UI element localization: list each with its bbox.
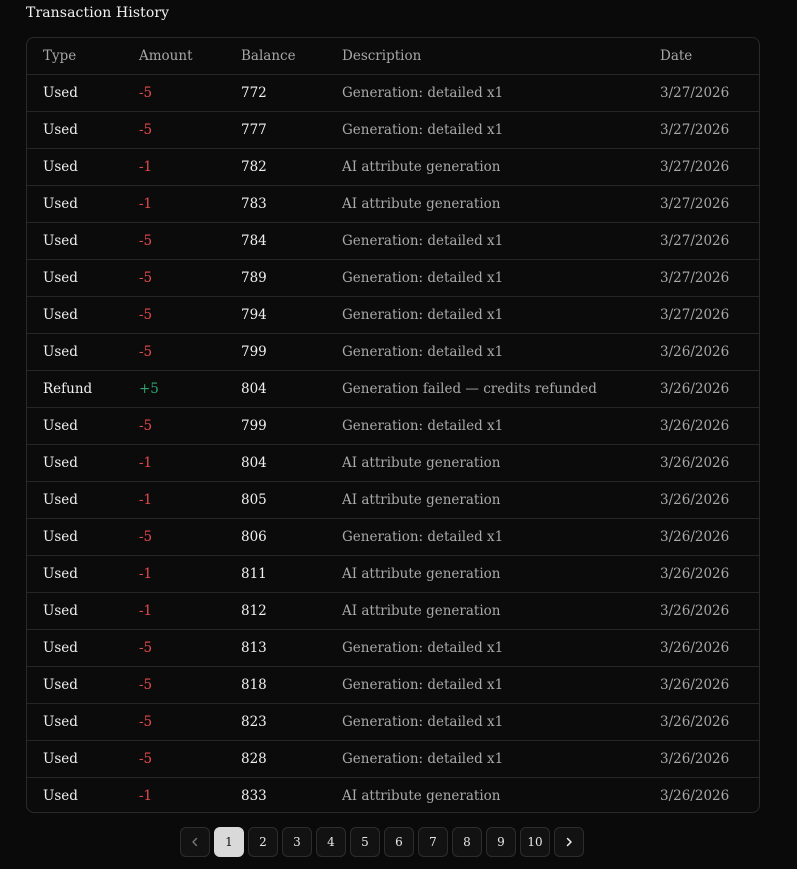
page-button-4[interactable]: 4: [316, 827, 346, 857]
cell-balance: 806: [241, 529, 267, 545]
table-row: [27, 667, 759, 704]
table-row: [27, 223, 759, 260]
cell-balance: 794: [241, 307, 267, 323]
table-row: [27, 297, 759, 334]
column-header-date: Date: [660, 48, 693, 64]
cell-balance: 777: [241, 122, 267, 138]
page-button-7[interactable]: 7: [418, 827, 448, 857]
cell-balance: 804: [241, 381, 267, 397]
cell-date: 3/26/2026: [660, 566, 730, 582]
table-row: [27, 704, 759, 741]
cell-balance: 812: [241, 603, 267, 619]
cell-description: Generation: detailed x1: [342, 85, 504, 101]
cell-type: Used: [43, 788, 78, 804]
cell-type: Used: [43, 751, 78, 767]
cell-type: Refund: [43, 381, 93, 397]
table-row: [27, 334, 759, 371]
cell-balance: 799: [241, 344, 267, 360]
cell-description: Generation: detailed x1: [342, 529, 504, 545]
chevron-right-icon: [564, 837, 574, 847]
cell-description: Generation: detailed x1: [342, 714, 504, 730]
cell-date: 3/26/2026: [660, 603, 730, 619]
page-button-5[interactable]: 5: [350, 827, 380, 857]
cell-amount: -5: [139, 233, 153, 249]
cell-amount: -5: [139, 270, 153, 286]
cell-date: 3/26/2026: [660, 788, 730, 804]
table-row: [27, 741, 759, 778]
cell-amount: -5: [139, 677, 153, 693]
cell-balance: 804: [241, 455, 267, 471]
cell-type: Used: [43, 640, 78, 656]
cell-date: 3/27/2026: [660, 122, 730, 138]
cell-date: 3/26/2026: [660, 529, 730, 545]
cell-description: Generation: detailed x1: [342, 640, 504, 656]
cell-type: Used: [43, 344, 78, 360]
cell-type: Used: [43, 566, 78, 582]
cell-balance: 782: [241, 159, 267, 175]
cell-date: 3/27/2026: [660, 85, 730, 101]
cell-amount: -1: [139, 788, 153, 804]
cell-amount: -5: [139, 307, 153, 323]
cell-balance: 772: [241, 85, 267, 101]
cell-date: 3/27/2026: [660, 233, 730, 249]
cell-date: 3/26/2026: [660, 492, 730, 508]
cell-amount: -1: [139, 492, 153, 508]
page-button-9[interactable]: 9: [486, 827, 516, 857]
cell-description: Generation: detailed x1: [342, 344, 504, 360]
cell-type: Used: [43, 455, 78, 471]
cell-balance: 784: [241, 233, 267, 249]
cell-balance: 789: [241, 270, 267, 286]
table-body: [27, 75, 759, 813]
cell-type: Used: [43, 418, 78, 434]
column-header-description: Description: [342, 48, 422, 64]
cell-type: Used: [43, 159, 78, 175]
cell-date: 3/27/2026: [660, 196, 730, 212]
cell-description: AI attribute generation: [342, 492, 501, 508]
page-button-2[interactable]: 2: [248, 827, 278, 857]
page-title: Transaction History: [26, 5, 170, 21]
table-row: [27, 371, 759, 408]
cell-date: 3/27/2026: [660, 159, 730, 175]
cell-type: Used: [43, 85, 78, 101]
table-row: [27, 445, 759, 482]
table-row: [27, 593, 759, 630]
cell-amount: -1: [139, 455, 153, 471]
table-row: [27, 75, 759, 112]
table-row: [27, 556, 759, 593]
cell-amount: -5: [139, 529, 153, 545]
cell-type: Used: [43, 603, 78, 619]
cell-amount: -5: [139, 751, 153, 767]
cell-description: Generation: detailed x1: [342, 233, 504, 249]
cell-amount: -5: [139, 85, 153, 101]
cell-description: AI attribute generation: [342, 196, 501, 212]
column-header-balance: Balance: [241, 48, 296, 64]
cell-amount: +5: [139, 381, 159, 397]
cell-description: AI attribute generation: [342, 455, 501, 471]
chevron-left-icon: [190, 837, 200, 847]
cell-type: Used: [43, 233, 78, 249]
cell-balance: 811: [241, 566, 267, 582]
cell-type: Used: [43, 714, 78, 730]
page-button-8[interactable]: 8: [452, 827, 482, 857]
column-header-amount: Amount: [139, 48, 193, 64]
cell-description: Generation: detailed x1: [342, 751, 504, 767]
cell-type: Used: [43, 529, 78, 545]
cell-amount: -5: [139, 418, 153, 434]
table-row: [27, 186, 759, 223]
cell-type: Used: [43, 122, 78, 138]
previous-page-button[interactable]: [180, 827, 210, 857]
cell-description: Generation: detailed x1: [342, 418, 504, 434]
cell-date: 3/26/2026: [660, 714, 730, 730]
table-row: [27, 778, 759, 813]
pagination: [180, 827, 584, 859]
cell-date: 3/26/2026: [660, 640, 730, 656]
cell-amount: -1: [139, 196, 153, 212]
cell-type: Used: [43, 270, 78, 286]
cell-type: Used: [43, 492, 78, 508]
cell-amount: -1: [139, 603, 153, 619]
cell-balance: 828: [241, 751, 267, 767]
cell-balance: 823: [241, 714, 267, 730]
cell-date: 3/26/2026: [660, 751, 730, 767]
cell-date: 3/26/2026: [660, 455, 730, 471]
cell-description: Generation: detailed x1: [342, 677, 504, 693]
cell-description: Generation failed — credits refunded: [342, 381, 597, 397]
table-row: [27, 630, 759, 667]
transaction-table: [26, 37, 760, 813]
column-header-type: Type: [43, 48, 77, 64]
table-row: [27, 482, 759, 519]
cell-description: Generation: detailed x1: [342, 307, 504, 323]
cell-balance: 813: [241, 640, 267, 656]
cell-amount: -5: [139, 344, 153, 360]
table-row: [27, 519, 759, 556]
table-row: [27, 112, 759, 149]
cell-description: AI attribute generation: [342, 159, 501, 175]
cell-balance: 783: [241, 196, 267, 212]
cell-type: Used: [43, 677, 78, 693]
cell-balance: 805: [241, 492, 267, 508]
page-number-list: [214, 827, 550, 859]
cell-description: AI attribute generation: [342, 603, 501, 619]
page-button-10[interactable]: 10: [520, 827, 550, 857]
table-row: [27, 149, 759, 186]
table-header-row: [27, 38, 759, 75]
table-row: [27, 260, 759, 297]
cell-amount: -5: [139, 714, 153, 730]
cell-amount: -5: [139, 122, 153, 138]
cell-balance: 799: [241, 418, 267, 434]
cell-description: Generation: detailed x1: [342, 122, 504, 138]
cell-amount: -1: [139, 159, 153, 175]
cell-date: 3/26/2026: [660, 381, 730, 397]
cell-balance: 833: [241, 788, 267, 804]
cell-date: 3/26/2026: [660, 677, 730, 693]
cell-amount: -5: [139, 640, 153, 656]
page-button-6[interactable]: 6: [384, 827, 414, 857]
cell-type: Used: [43, 196, 78, 212]
next-page-button[interactable]: [554, 827, 584, 857]
cell-date: 3/27/2026: [660, 270, 730, 286]
cell-date: 3/26/2026: [660, 344, 730, 360]
cell-amount: -1: [139, 566, 153, 582]
cell-description: Generation: detailed x1: [342, 270, 504, 286]
page-button-3[interactable]: 3: [282, 827, 312, 857]
cell-description: AI attribute generation: [342, 566, 501, 582]
cell-type: Used: [43, 307, 78, 323]
cell-description: AI attribute generation: [342, 788, 501, 804]
table-row: [27, 408, 759, 445]
cell-date: 3/26/2026: [660, 418, 730, 434]
cell-balance: 818: [241, 677, 267, 693]
page-button-1[interactable]: 1: [214, 827, 244, 857]
cell-date: 3/27/2026: [660, 307, 730, 323]
